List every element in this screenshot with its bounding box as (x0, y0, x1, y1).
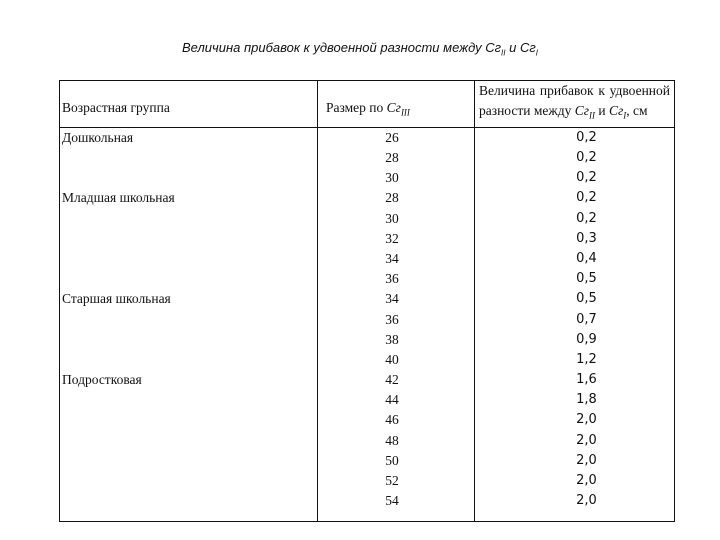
increment-cell: 1,2 (576, 351, 597, 367)
table-body-row (60, 127, 675, 521)
size-cell: 36 (385, 311, 399, 327)
increment-cell: 0,9 (576, 331, 597, 347)
size-cell: 26 (385, 129, 399, 145)
increment-cell: 0,5 (576, 291, 597, 307)
increment-cell: 0,3 (576, 230, 597, 246)
size-cell: 38 (385, 331, 399, 347)
increment-column (475, 127, 675, 521)
size-cell: 46 (385, 412, 399, 428)
size-cell: 30 (385, 170, 399, 186)
increment-cell: 0,2 (576, 150, 597, 166)
size-column (318, 127, 475, 521)
size-cell: 52 (385, 473, 399, 489)
size-cell: 32 (385, 230, 399, 246)
increments-table (59, 80, 675, 522)
table-title: Величина прибавок к удвоенной разности между $Сг_{II}$ и $Сг_I$ (181, 40, 538, 58)
table-header-row (60, 81, 675, 128)
increment-cell: 1,8 (576, 392, 597, 408)
size-cell: 42 (385, 372, 399, 388)
increment-cell: 0,2 (576, 190, 597, 206)
size-cell: 40 (385, 351, 399, 367)
increment-cell: 1,6 (576, 372, 597, 388)
header-age-group: Возрастная группа (60, 81, 318, 128)
increment-cell: 0,4 (576, 250, 597, 266)
size-cell: 48 (385, 432, 399, 448)
increment-cell: 0,2 (576, 129, 597, 145)
age-group-senior-school: Старшая школьная (62, 291, 171, 307)
increment-cell: 0,5 (576, 271, 597, 287)
increment-cell: 2,0 (576, 493, 597, 509)
size-cell: 28 (385, 190, 399, 206)
increment-cell: 0,7 (576, 311, 597, 327)
increment-cell: 2,0 (576, 432, 597, 448)
age-group-preschool: Дошкольная (62, 129, 134, 145)
increment-cell: 2,0 (576, 473, 597, 489)
age-group-teen: Подростковая (62, 372, 142, 388)
size-cell: 28 (385, 150, 399, 166)
size-cell: 30 (385, 210, 399, 226)
size-cell: 44 (385, 392, 399, 408)
age-group-junior-school: Младшая школьная (62, 190, 175, 206)
age-group-column (60, 127, 318, 521)
increment-cell: 0,2 (576, 210, 597, 226)
size-cell: 50 (385, 452, 399, 468)
size-cell: 54 (385, 493, 399, 509)
increment-cell: 0,2 (576, 170, 597, 186)
size-cell: 34 (385, 291, 399, 307)
increment-cell: 2,0 (576, 452, 597, 468)
size-cell: 34 (385, 250, 399, 266)
header-increment: Величина прибавок к удвоенной разности между $Сг_{II}$ и $Сг_I$, см (475, 81, 675, 128)
header-size: Размер по $Сг_{III}$ (318, 81, 475, 128)
size-cell: 36 (385, 271, 399, 287)
increment-cell: 2,0 (576, 412, 597, 428)
